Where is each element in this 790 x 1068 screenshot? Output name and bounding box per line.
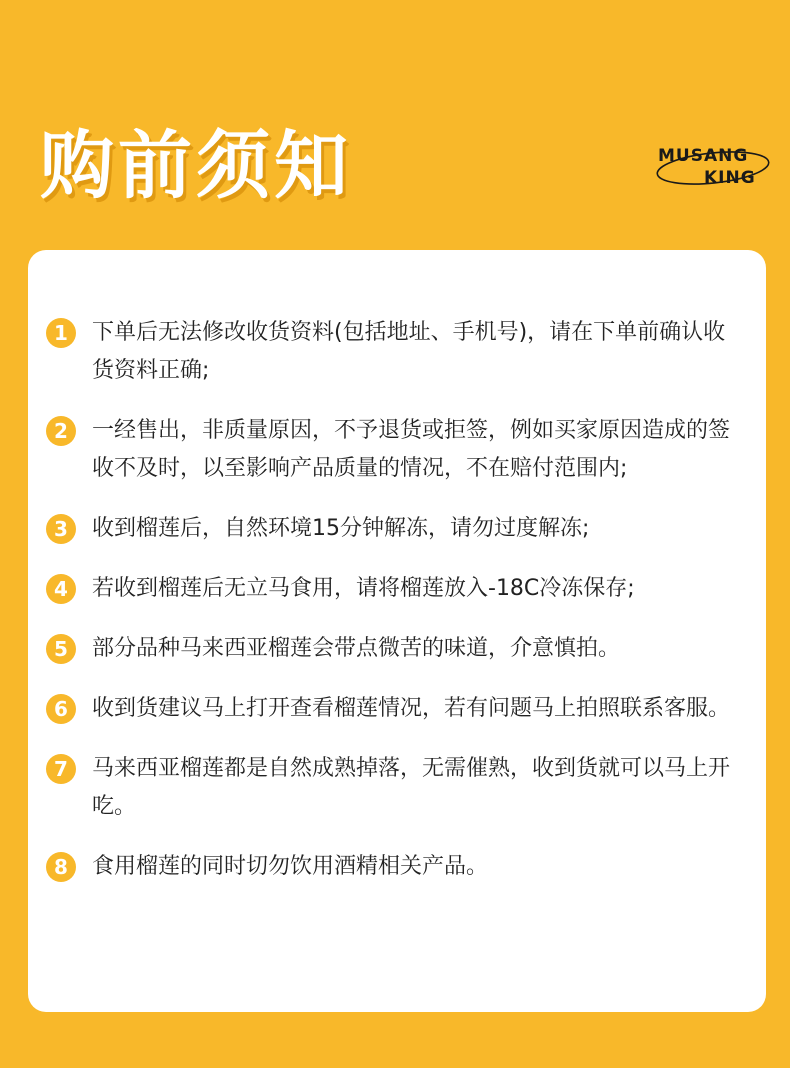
number-badge: 6	[46, 694, 76, 724]
logo-text-line-2: KING	[704, 168, 756, 188]
notice-item-3	[28, 510, 766, 548]
page-title: 购前须知	[40, 123, 352, 209]
notice-text: 收到货建议马上打开查看榴莲情况，若有问题马上拍照联系客服。	[92, 696, 731, 721]
notice-item-7	[28, 750, 766, 826]
notice-text: 食用榴莲的同时切勿饮用酒精相关产品。	[92, 854, 489, 879]
notice-item-6	[28, 690, 766, 728]
notice-list	[28, 314, 766, 908]
notice-text: 一经售出，非质量原因，不予退货或拒签，例如买家原因造成的签收不及时，以至影响产品质量的情况，不在赔付范围内;	[92, 418, 731, 481]
notice-item-1	[28, 314, 766, 390]
musang-king-logo	[652, 140, 774, 192]
notice-text: 马来西亚榴莲都是自然成熟掉落，无需催熟，收到货就可以马上开吃。	[92, 756, 731, 819]
notice-text: 部分品种马来西亚榴莲会带点微苦的味道，介意慎拍。	[92, 636, 621, 661]
number-badge: 2	[46, 416, 76, 446]
number-badge: 3	[46, 514, 76, 544]
notice-item-8	[28, 848, 766, 886]
notice-text: 若收到榴莲后无立马食用，请将榴莲放入-18C冷冻保存;	[92, 576, 635, 601]
notice-item-2	[28, 412, 766, 488]
notice-text: 下单后无法修改收货资料(包括地址、手机号)，请在下单前确认收货资料正确;	[92, 320, 726, 383]
logo-text-line-1: MUSANG	[658, 146, 749, 166]
notice-item-5	[28, 630, 766, 668]
number-badge: 8	[46, 852, 76, 882]
number-badge: 4	[46, 574, 76, 604]
notice-item-4	[28, 570, 766, 608]
number-badge: 7	[46, 754, 76, 784]
number-badge: 1	[46, 318, 76, 348]
number-badge: 5	[46, 634, 76, 664]
notice-text: 收到榴莲后，自然环境15分钟解冻，请勿过度解冻;	[92, 516, 590, 541]
notice-card	[28, 250, 766, 1012]
